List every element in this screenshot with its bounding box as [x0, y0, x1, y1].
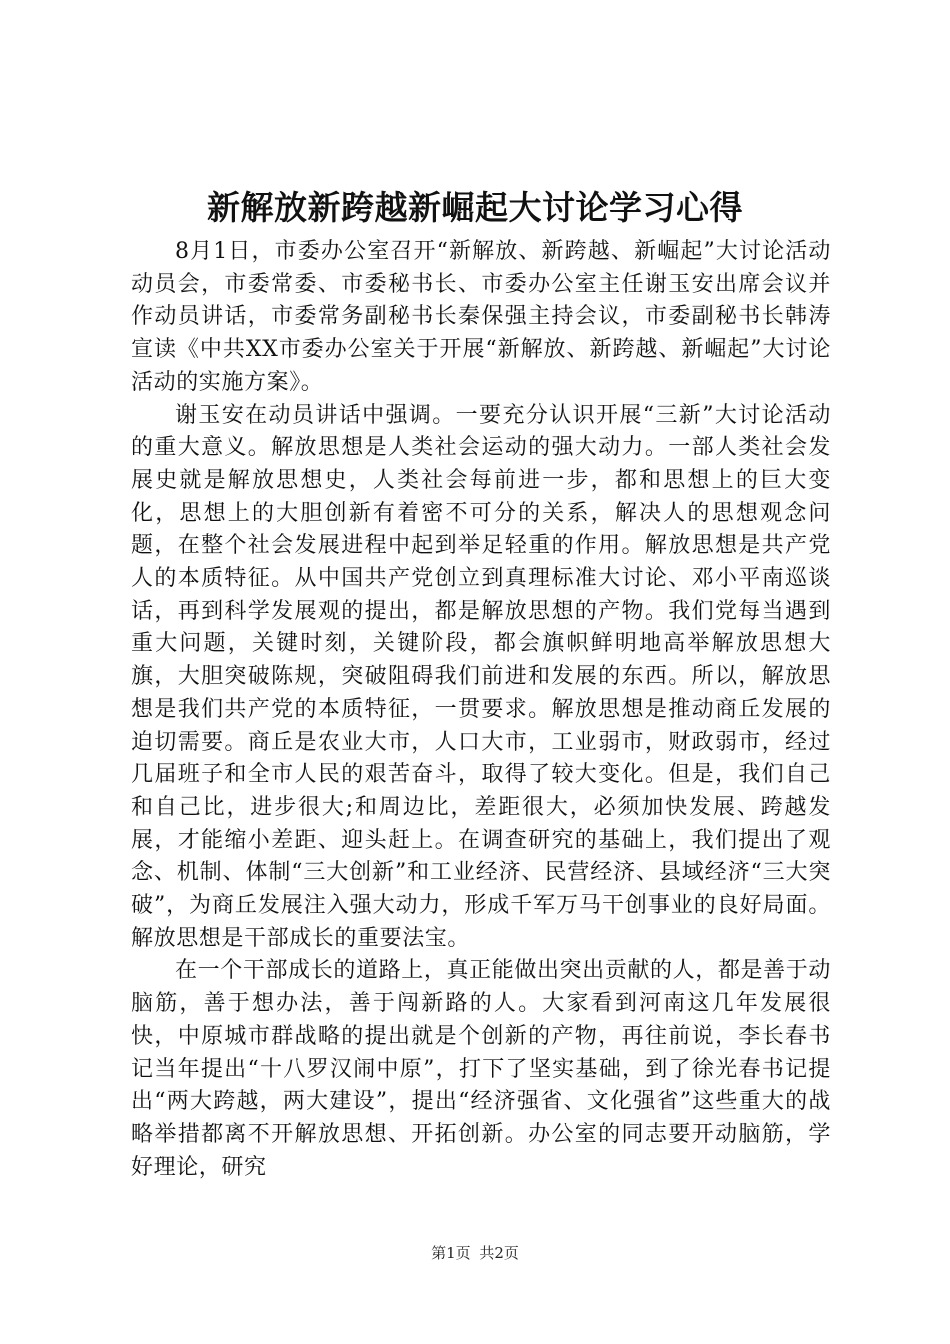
page-footer — [0, 1243, 950, 1263]
page-total: 共2页 — [479, 1244, 519, 1262]
paragraph-2: 谢玉安在动员讲话中强调。一要充分认识开展“三新”大讨论活动的重大意义。解放思想是人类社会运动的强大动力。一部人类社会发展史就是解放思想史，人类社会每前进一步，都和思想上的巨大变化，思想上的大胆创新有着密不可分的关系，解决人的思想观念问题，在整个社会发展进程中起到举足轻重的作用。解放思想是共产党人的本质特征。从中国共产党创立到真理标准大讨论、邓小平南巡谈话，再到科学发展观的提出，都是解放思想的产物。我们党每当遇到重大问题，关键时刻，关键阶段，都会旗帜鲜明地高举解放思想大旗，大胆突破陈规，突破阻碍我们前进和发展的东西。所以，解放思想是我们共产党的本质特征，一贯要求。解放思想是推动商丘发展的迫切需要。商丘是农业大市，人口大市，工业弱市，财政弱市，经过几届班子和全市人民的艰苦奋斗，取得了较大变化。但是，我们自己和自己比，进步很大;和周边比，差距很大，必须加快发展、跨越发展，才能缩小差距、迎头赶上。在调查研究的基础上，我们提出了观念、机制、体制“三大创新”和工业经济、民营经济、县域经济“三大突破”，为商丘发展注入强大动力，形成千军万马干创事业的良好局面。解放思想是干部成长的重要法宝。 — [131, 402, 831, 951]
paragraph-1: 8月1日，市委办公室召开“新解放、新跨越、新崛起”大讨论活动动员会，市委常委、市委秘书长、市委办公室主任谢玉安出席会议并作动员讲话，市委常务副秘书长秦保强主持会议，市委副秘书长韩涛宣读《中共XX市委办公室关于开展“新解放、新跨越、新崛起”大讨论活动的实施方案》。 — [131, 239, 831, 395]
document-body — [131, 236, 831, 1184]
document-title: 新解放新跨越新崛起大讨论学习心得 — [207, 188, 743, 227]
page-number: 第1页 — [431, 1244, 471, 1262]
paragraph-3: 在一个干部成长的道路上，真正能做出突出贡献的人，都是善于动脑筋，善于想办法，善于闯新路的人。大家看到河南这几年发展很快，中原城市群战略的提出就是个创新的产物，再往前说，李长春书记当年提出“十八罗汉闹中原”，打下了坚实基础，到了徐光春书记提出“两大跨越，两大建设”，提出“经济强省、文化强省”这些重大的战略举措都离不开解放思想、开拓创新。办公室的同志要开动脑筋，学好理论，研究 — [131, 958, 831, 1180]
